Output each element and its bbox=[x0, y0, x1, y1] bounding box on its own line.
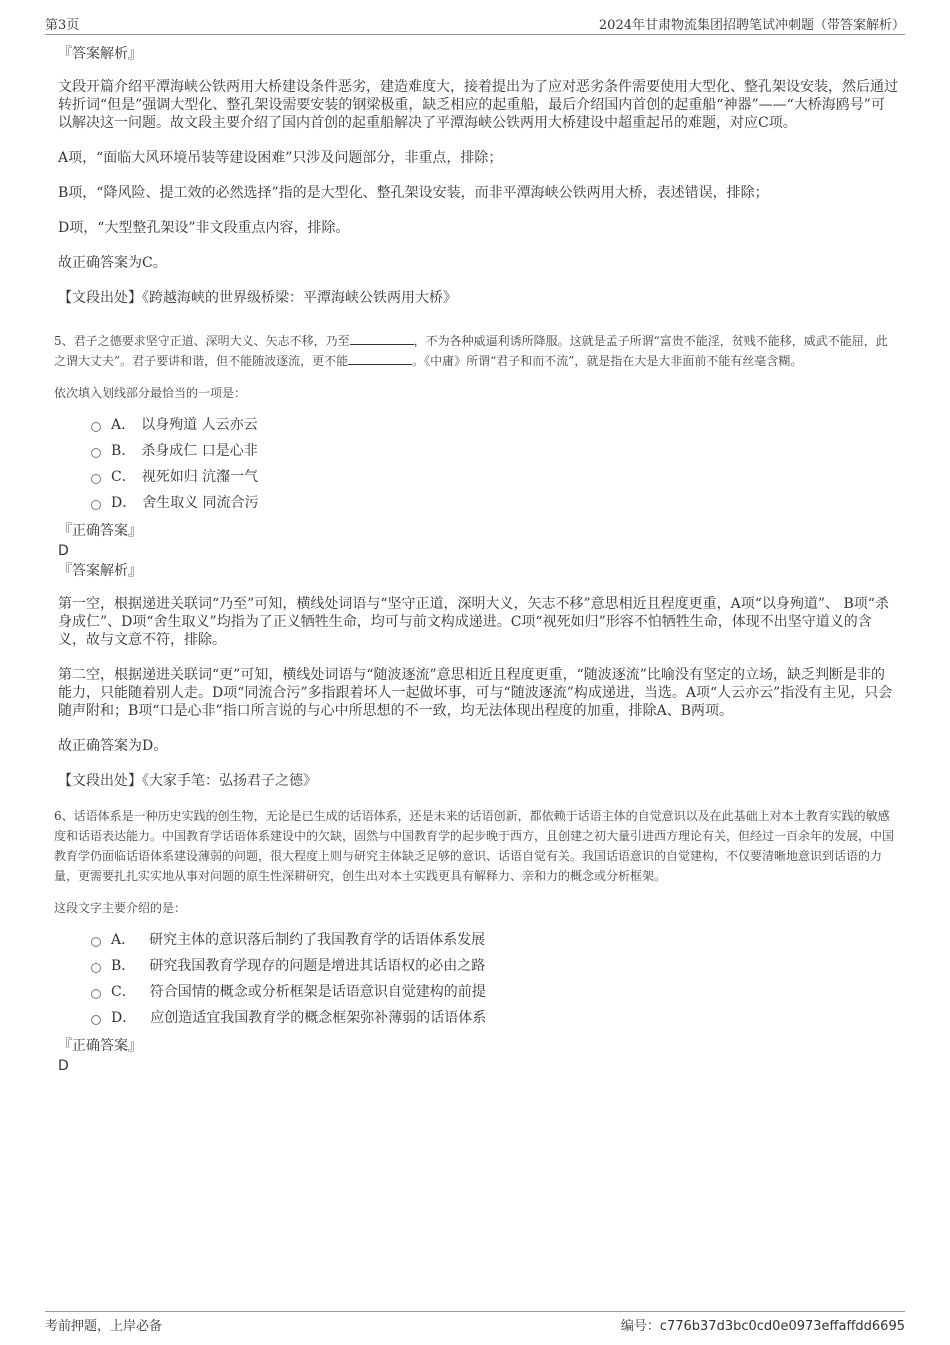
analysis-option-b: B项，“降风险、提工效的必然选择”指的是大型化、整孔架设安装，而非平潭海峡公铁两用大桥，表述错误，排除； bbox=[58, 185, 769, 201]
source-citation: 【文段出处】《跨越海峡的世界级桥梁：平潭海峡公铁两用大桥》 bbox=[58, 290, 457, 306]
stem-part-3: 。《中庸》所谓“君子和而不流”，就是指在大是大非面前不能有丝毫含糊。 bbox=[412, 354, 803, 368]
document-code: 编号：c776b37d3bc0cd0e0973effaffdd6695 bbox=[620, 1319, 905, 1334]
analysis-option-d: D项，“大型整孔架设”非文段重点内容，排除。 bbox=[58, 220, 350, 236]
option-text: 杀身成仁 口是心非 bbox=[141, 443, 258, 459]
option-b[interactable] bbox=[54, 956, 898, 976]
analysis-paragraph-2: 第二空，根据递进关联词“更”可知，横线处词语与“随波逐流”意思相近且程度更重，“随波逐流”比喻没有坚定的立场，缺乏判断是非的能力，只能随着别人走。D项“同流合污”多指跟着坏人一起做坏事，可与“随波逐流”构成递进，当选。A项“人云亦云”指没有主见，只会随声附和；B项“口是心非”指口所言说的与心中所思想的不一致，均无法体现出程度的加重，排除A、B两项。 bbox=[58, 667, 893, 719]
option-text: 视死如归 沆瀣一气 bbox=[141, 469, 259, 485]
answer-label: 『正确答案』 bbox=[58, 523, 142, 539]
radio-icon[interactable] bbox=[91, 474, 101, 484]
page-header bbox=[45, 14, 905, 35]
fill-blank-2[interactable] bbox=[348, 352, 412, 365]
page-number: 第3页 bbox=[45, 18, 80, 33]
stem-part-1: 5、君子之德要求坚守正道、深明大义、矢志不移，乃至 bbox=[54, 334, 350, 348]
radio-icon[interactable] bbox=[91, 422, 101, 432]
analysis-paragraph: 文段开篇介绍平潭海峡公铁两用大桥建设条件恶劣，建造难度大，接着提出为了应对恶劣条件需要使用大型化、整孔架设安装，然后通过转折词“但是”强调大型化、整孔架设需要安装的钢梁极重，缺乏相应的起重船，最后介绍国内首创的起重船“神器”——“大桥海鸥号”可以解决这一问题。故文段主要介绍了国内首创的起重船解决了平潭海峡公铁两用大桥建设中超重起吊的难题，对应C项。 bbox=[58, 79, 898, 131]
option-text: 研究主体的意识落后制约了我国教育学的话语体系发展 bbox=[149, 932, 486, 948]
analysis-option-a: A项，“面临大风环境吊装等建设困难”只涉及问题部分，非重点，排除； bbox=[58, 150, 503, 166]
analysis-conclusion: 故正确答案为D。 bbox=[58, 738, 168, 754]
radio-icon[interactable] bbox=[91, 448, 101, 458]
option-b[interactable] bbox=[54, 441, 898, 461]
options-list bbox=[54, 930, 898, 1028]
radio-icon[interactable] bbox=[91, 937, 101, 947]
page-content bbox=[54, 44, 898, 1076]
radio-icon[interactable] bbox=[91, 989, 101, 999]
footer-slogan: 考前押题，上岸必备 bbox=[45, 1319, 163, 1334]
option-text: 舍生取义 同流合污 bbox=[142, 495, 259, 511]
option-letter: B． bbox=[111, 958, 136, 974]
option-letter: C． bbox=[111, 984, 136, 1000]
options-list bbox=[54, 415, 898, 513]
option-text: 应创造适宜我国教育学的概念框架弥补薄弱的话语体系 bbox=[150, 1010, 487, 1026]
question-prompt: 这段文字主要介绍的是： bbox=[54, 901, 187, 915]
question-stem: 6、话语体系是一种历史实践的创生物，无论是已生成的话语体系，还是未来的话语创新，都依赖于话语主体的自觉意识以及在此基础上对本土教育实践的敏感度和话语表达能力。中国教育学话语体系建设中的欠缺，固然与中国教育学的起步晚于西方，且创建之初大量引进西方理论有关，但经过一百余年的发展，中国教育学仍面临话语体系建设薄弱的问题，很大程度上则与研究主体缺乏足够的意识、话语自觉有关。我国话语意识的自觉建构，不仅要清晰地意识到话语的力量，更需要扎扎实实地从事对问题的原生性深耕研究，创生出对本土实践更具有解释力、亲和力的概念或分析框架。 bbox=[54, 809, 895, 883]
analysis-conclusion: 故正确答案为C。 bbox=[58, 255, 167, 271]
option-text: 以身殉道 人云亦云 bbox=[141, 417, 258, 433]
option-letter: A． bbox=[111, 932, 136, 948]
option-d[interactable] bbox=[54, 1008, 898, 1028]
question-5 bbox=[54, 331, 898, 790]
question-6 bbox=[54, 806, 898, 1076]
analysis-label: 『答案解析』 bbox=[58, 563, 142, 579]
option-c[interactable] bbox=[54, 467, 898, 487]
answer-value: D bbox=[58, 1058, 69, 1074]
fill-blank-1[interactable] bbox=[350, 332, 414, 345]
analysis-paragraph-1: 第一空，根据递进关联词“乃至”可知，横线处词语与“坚守正道，深明大义，矢志不移”意思相近且程度更重，A项“以身殉道”、 B项“杀身成仁”、D项“舍生取义”均指为了正义牺牲生命，均可与前文构成递进。C项“视死如归”形容不怕牺牲生命，体现不出坚守道义的含义，故与文意不符，排除。 bbox=[58, 596, 889, 648]
radio-icon[interactable] bbox=[91, 500, 101, 510]
option-letter: C． bbox=[111, 469, 136, 485]
page-footer bbox=[45, 1311, 905, 1334]
q4-analysis bbox=[58, 44, 898, 307]
analysis-label: 『答案解析』 bbox=[58, 46, 142, 62]
option-a[interactable] bbox=[54, 415, 898, 435]
option-d[interactable] bbox=[54, 493, 898, 513]
option-letter: D． bbox=[111, 495, 137, 511]
option-letter: A． bbox=[111, 417, 136, 433]
option-text: 符合国情的概念或分析框架是话语意识自觉建构的前提 bbox=[149, 984, 486, 1000]
answer-label: 『正确答案』 bbox=[58, 1038, 142, 1054]
stem-part-2: ，不为各种威逼利诱所降服。这就是孟子所谓“富贵不能淫，贫贱不能移，威武不能屈，此之谓大丈夫”。君子要讲和谐，但不能随波逐流，更不能 bbox=[54, 334, 888, 368]
question-prompt: 依次填入划线部分最恰当的一项是： bbox=[54, 386, 247, 400]
option-c[interactable] bbox=[54, 982, 898, 1002]
question-stem bbox=[54, 331, 898, 371]
option-letter: D． bbox=[111, 1010, 137, 1026]
document-title: 2024年甘肃物流集团招聘笔试冲刺题（带答案解析） bbox=[598, 18, 905, 33]
radio-icon[interactable] bbox=[91, 1015, 101, 1025]
source-citation: 【文段出处】《大家手笔：弘扬君子之德》 bbox=[58, 773, 317, 789]
answer-value: D bbox=[58, 543, 69, 559]
radio-icon[interactable] bbox=[91, 963, 101, 973]
option-text: 研究我国教育学现存的问题是增进其话语权的必由之路 bbox=[149, 958, 486, 974]
option-letter: B． bbox=[111, 443, 136, 459]
option-a[interactable] bbox=[54, 930, 898, 950]
